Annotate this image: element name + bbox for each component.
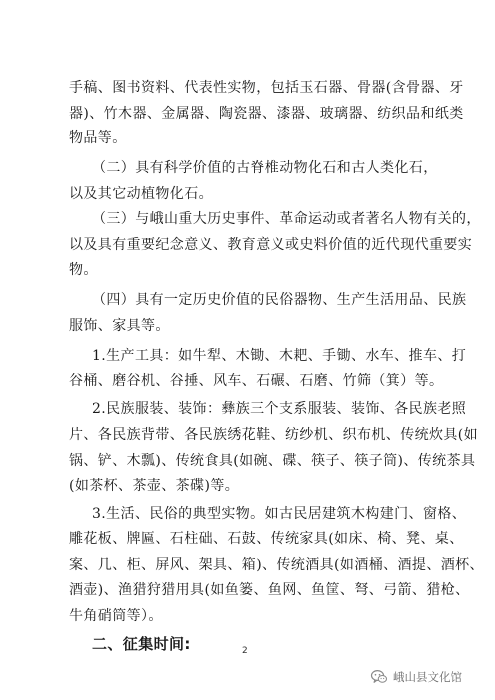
body-line: 案、几、柜、屏风、架具、箱)、传统酒具(如酒桶、酒提、酒杯、: [69, 557, 484, 573]
body-line: 锅、铲、木瓢)、传统食具(如碗、碟、筷子、筷子筒)、传统茶具: [69, 453, 476, 469]
body-line: 以及其它动植物化石。: [69, 186, 213, 202]
body-line: （四）具有一定历史价值的民俗器物、生产生活用品、民族: [92, 292, 467, 308]
body-line: 雕花板、牌匾、石柱础、石鼓、传统家具(如床、椅、凳、桌、: [69, 531, 464, 547]
body-line: 2.民族服装、装饰：彝族三个支系服装、装饰、各民族老照: [92, 401, 467, 417]
body-line: 器)、竹木器、金属器、陶瓷器、漆器、玻璃器、纺织品和纸类: [69, 106, 464, 122]
watermark: [370, 667, 462, 687]
body-line: 服饰、家具等。: [69, 318, 170, 334]
body-line: 3.生活、民俗的典型实物。如古民居建筑木构建门、窗格、: [92, 506, 467, 522]
body-line: 物。: [69, 262, 98, 278]
body-line: （三）与峨山重大历史事件、革命运动或者著名人物有关的，: [92, 211, 481, 227]
wechat-icon: [370, 668, 388, 686]
body-line: （二）具有科学价值的古脊椎动物化石和古人类化石，: [92, 160, 438, 176]
watermark-text: 峨山县文化馆: [393, 670, 462, 684]
body-line: 谷桶、磨谷机、谷捶、风车、石碾、石磨、竹筛（箕）等。: [69, 373, 444, 389]
body-line: 以及具有重要纪念意义、教育意义或史料价值的近代现代重要实: [69, 237, 473, 253]
body-line: 牛角硝筒等）。: [69, 608, 163, 624]
body-line: 手稿、图书资料、代表性实物，包括玉石器、骨器(含骨器、牙: [69, 80, 464, 96]
body-line: 物品等。: [69, 130, 127, 146]
section-heading: 二、征集时间:: [92, 635, 191, 653]
body-line: 片、各民族背带、各民族绣花鞋、纺纱机、织布机、传统炊具(如: [69, 427, 479, 443]
page-number: 2: [242, 646, 248, 656]
body-line: (如茶杯、茶壶、茶碟)等。: [69, 478, 240, 494]
body-line: 1.生产工具：如牛犁、木锄、木耙、手锄、水车、推车、打: [92, 348, 467, 364]
body-line: 酒壶)、渔猎狩猎用具(如鱼篓、鱼网、鱼筐、弩、弓箭、猎枪、: [69, 582, 470, 598]
